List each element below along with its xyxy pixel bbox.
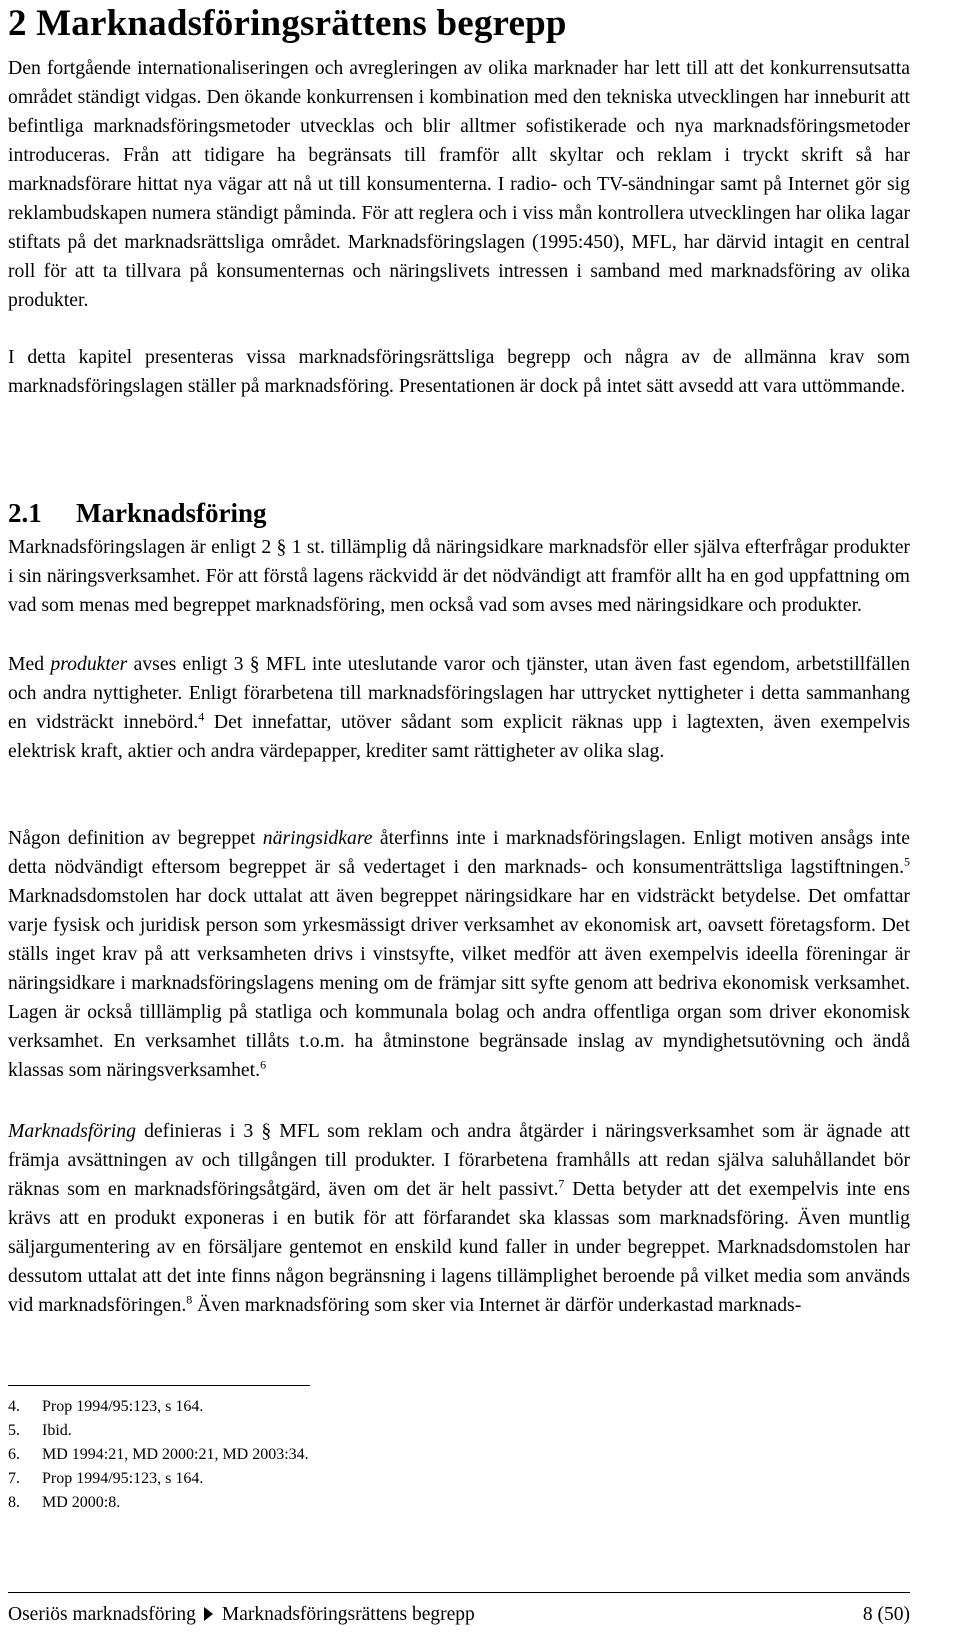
term-marknadsforing: Marknadsföring (8, 1120, 136, 1142)
footnote-list (8, 1395, 608, 1515)
intro-paragraph-1: Den fortgående internationaliseringen och avregleringen av olika marknader har lett till att det konkurrensutsatta området ständigt vidgas. Den ökande konkurrensen i kombination med den tekniska utvecklingen har inneburit att befintliga marknadsföringsmetoder utvecklas och blir alltmer sofistikerade och nya marknadsföringsmetoder introduceras. Från att tidigare ha begränsats till framför allt skyltar och reklam i tryckt skrift så har marknadsförare hittat nya vägar att nå ut till konsumenterna. I radio- och TV-sändningar samt på Internet gör sig reklambudskapen numera ständigt påminda. För att reglera och i viss mån kontrollera utvecklingen har olika lagar stiftats på det marknadsrättsliga området. Marknadsföringslagen (1995:450), MFL, har därvid intagit en central roll för att ta tillvara på konsumenternas och näringslivets intressen i samband med marknadsföring av olika produkter. (8, 57, 910, 311)
section-paragraph-1: Marknadsföringslagen är enligt 2 § 1 st. tillämplig då näringsidkare marknadsför eller själva efterfrågar produkter i sin näringsverksamhet. För att förstå lagens räckvidd är det nödvändigt att framför allt ha en god uppfattning om vad som menas med begreppet marknadsföring, men också vad som avses med näringsidkare och produkter. (8, 536, 910, 616)
triangle-right-icon (204, 1607, 213, 1621)
footnote-ref-7[interactable]: 7 (558, 1176, 565, 1191)
footnote-item: 8. MD 2000:8. (8, 1494, 121, 1511)
footnote-item: 4. Prop 1994/95:123, s 164. (8, 1398, 204, 1415)
footnote-item: 6. MD 1994:21, MD 2000:21, MD 2003:34. (8, 1446, 309, 1463)
term-naringsidkare: näringsidkare (262, 827, 373, 849)
section-title: Marknadsföring (76, 498, 267, 528)
intro-paragraph-2: I detta kapitel presenteras vissa marknadsföringsrättsliga begrepp och några av de allmänna krav som marknadsföringslagen ställer på marknadsföring. Presentationen är dock på intet sätt avsedd att vara uttömmande. (8, 346, 910, 397)
section-heading (8, 499, 267, 529)
section-number: 2.1 (8, 498, 42, 528)
section-paragraph-3: Någon definition av begreppet näringsidkare återfinns inte i marknadsföringslagen. Enligt motiven ansågs inte detta nödvändigt eftersom begreppet är så vedertaget i den marknads- och konsumenträttsliga lagstiftningen.$^5$ Marknadsdomstolen har dock uttalat att även begreppet näringsidkare har en vidsträckt betydelse. Det omfattar varje fysisk och juridisk person som yrkesmässigt driver verksamhet av ekonomisk art, oavsett företagsform. Det ställs inget krav på att verksamheten drivs i vinstsyfte, vilket medför att även exempelvis ideella föreningar är näringsidkare i marknadsföringslagens mening om de främjar sitt syfte genom att bedriva ekonomisk verksamhet. Lagen är också tilllämplig på statliga och kommunala bolag och andra offentliga organ som driver ekonomisk verksamhet. En verksamhet tillåts t.o.m. ha åtminstone begränsade inslag av myndighetsutövning och ändå klassas som näringsverksamhet.$^6$ (8, 827, 910, 1081)
chapter-title: 2 Marknadsföringsrättens begrepp (8, 3, 567, 44)
footnote-item: 7. Prop 1994/95:123, s 164. (8, 1470, 204, 1487)
footer-divider (8, 1592, 910, 1593)
footnote-ref-4[interactable]: 4 (198, 709, 205, 724)
term-produkter: produkter (50, 653, 128, 675)
page-number: 8 (50) (862, 1604, 910, 1625)
footer-chapter-title: Marknadsföringsrättens begrepp (221, 1604, 475, 1625)
footnote-ref-5[interactable]: 5 (904, 854, 910, 869)
footnote-ref-6[interactable]: 6 (260, 1057, 267, 1072)
page-footer (8, 1601, 910, 1629)
section-paragraph-2: Med produkter avses enligt 3 § MFL inte uteslutande varor och tjänster, utan även fast egendom, arbetstillfällen och andra nyttigheter. Enligt förarbetena till marknadsföringslagen har uttrycket nyttigheter i detta sammanhang en vidsträckt innebörd.$^4$ Det innefattar, utöver sådant som explicit räknas upp i lagtexten, även exempelvis elektrisk kraft, aktier och andra värdepapper, krediter samt rättigheter av olika slag. (8, 653, 910, 762)
document-page (8, 0, 952, 1649)
footnote-ref-8[interactable]: 8 (186, 1292, 193, 1307)
footer-document-title: Oseriös marknadsföring (8, 1604, 196, 1625)
footnote-item: 5. Ibid. (8, 1422, 72, 1439)
section-paragraph-4: Marknadsföring definieras i 3 § MFL som reklam och andra åtgärder i näringsverksamhet som är ägnade att främja avsättningen av och tillgången till produkter. I förarbetena framhålls att redan själva saluhållandet bör räknas som en marknadsföringsåtgärd, även om det är helt passivt.$^7$ Detta betyder att det exempelvis inte ens krävs att en produkt exponeras i en butik för att förfarandet ska klassas som marknadsföring. Även muntlig säljargumentering av en försäljare gentemot en enskild kund faller in under begreppet. Marknadsdomstolen har dessutom uttalat att det inte finns någon begränsning i lagens tillämplighet beroende på vilket media som används vid marknadsföringen.$^8$ Även marknadsföring som sker via Internet är därför underkastad marknads- (8, 1120, 911, 1316)
footnote-divider (8, 1385, 310, 1386)
